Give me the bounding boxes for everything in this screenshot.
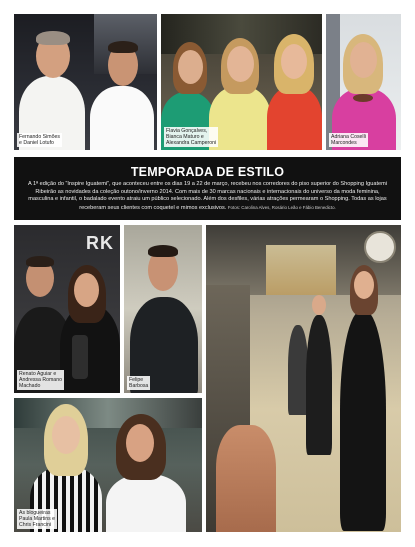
photo-caption: Renato Aguiar e Andressa Romano Machado: [19, 371, 62, 389]
photo-caption: Flavia Gonçalves, Bianca Maturo e Alexandra Camperoni: [166, 128, 217, 146]
store-sign: RK: [86, 233, 114, 253]
photo-caption: As blogueiras Paula Martins e Chris Francini: [19, 510, 56, 528]
article-banner: [14, 157, 401, 220]
photo-credit: Fotos: Carolina Alves, Rosário Leão e Fábio Benedicto.: [227, 204, 336, 210]
photo-renato-andressa: [14, 225, 120, 393]
photo-fernando-daniel: [14, 14, 157, 150]
article-title: TEMPORADA DE ESTILO: [130, 165, 285, 179]
photo-caption: Felipe Barbosa: [129, 377, 149, 389]
photo-felipe: [124, 225, 202, 393]
photo-runway: [206, 225, 401, 532]
photo-paula-chris: [14, 398, 202, 532]
article-body: A 1ª edição do “Inspire Iguatemi”, que aconteceu entre os dias 19 a 22 de março, recebeu nos corredores do piso superior do Shopping Iguatemi Ribeirão as novidades da coleção outono/inverno 2014. Com mais de 30 marcas nacionais e internacionais do universo da moda feminina, masculina e infantil, o badalado evento atraiu um público selecionado. Além dos desfiles, várias atrações permearam o Shopping. Todas as lojas receberam seus clientes com coquetel e mimos exclusivos. Fotos: Carolina Alves, Rosário Leão e Fábio Benedicto.: [27, 181, 388, 211]
photo-caption: Fernando Simões e Daniel Lotufo: [19, 134, 60, 146]
photo-flavia-bianca-alexandra: [161, 14, 322, 150]
photo-caption: Adriana Coselli Marcondes: [331, 134, 366, 146]
photo-adriana: [326, 14, 401, 150]
